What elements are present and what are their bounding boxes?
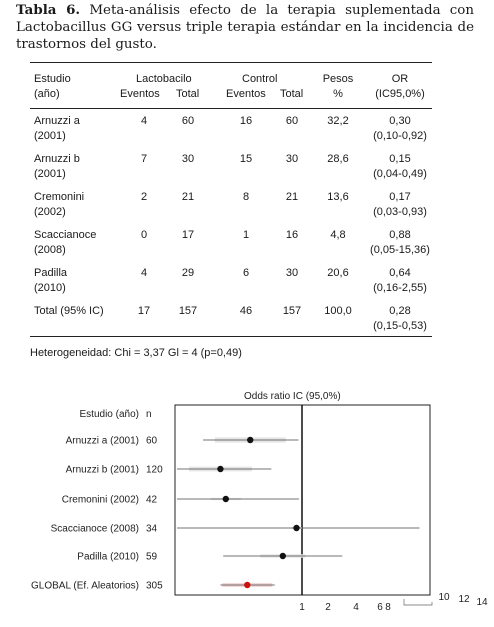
header-or: OR xyxy=(391,73,409,85)
table-header-rule xyxy=(30,108,432,109)
forest-tick-label: 4 xyxy=(353,602,359,613)
header-lacto-total: Total xyxy=(176,88,200,100)
table-cell-ce: 1 xyxy=(242,229,250,241)
table-cell-lt: 21 xyxy=(181,191,195,203)
table-top-rule xyxy=(30,62,432,63)
forest-row-n: 42 xyxy=(146,494,158,506)
table-cell-or: 0,64 xyxy=(389,267,411,279)
table-cell-year: (2002) xyxy=(34,206,66,218)
table-cell-ct: 30 xyxy=(285,153,299,165)
table-cell-ci: (0,16-2,55) xyxy=(373,282,427,294)
forest-point xyxy=(293,525,299,531)
table-cell-year: (2008) xyxy=(34,244,66,256)
table-cell-ct: 60 xyxy=(285,115,299,127)
forest-row-n: 59 xyxy=(146,551,158,563)
forest-axis-bracket xyxy=(404,599,432,605)
header-control-events: Eventos xyxy=(226,88,266,100)
caption-text: Meta-análisis efecto de la terapia suplementada con Lactobacillus GG versus triple terapia estándar en la incidencia de trastornos del gusto. xyxy=(16,3,474,52)
table-cell-lt: 60 xyxy=(181,115,195,127)
table-cell-study: Padilla xyxy=(34,267,68,279)
table-cell-w: 20,6 xyxy=(327,267,349,279)
table-cell-w: 32,2 xyxy=(327,115,349,127)
table-cell-le: 4 xyxy=(140,267,148,279)
forest-header-study: Estudio (año) xyxy=(79,409,139,420)
table-cell-ce: 8 xyxy=(242,191,250,203)
header-lactobacilo: Lactobacilo xyxy=(136,73,192,85)
table-cell-year: (2001) xyxy=(34,168,66,180)
table-cell-lt: 17 xyxy=(181,229,195,241)
header-percent: % xyxy=(333,88,343,100)
table-total-w: 100,0 xyxy=(324,305,352,317)
table-cell-ce: 6 xyxy=(242,267,250,279)
header-study-year: (año) xyxy=(34,88,60,100)
table-cell-lt: 30 xyxy=(181,153,195,165)
header-lacto-events: Eventos xyxy=(120,88,160,100)
forest-row-n: 120 xyxy=(146,464,163,476)
table-cell-ci: (0,10-0,92) xyxy=(373,130,427,142)
table-cell-le: 0 xyxy=(140,229,148,241)
forest-tick-label: 1 xyxy=(299,602,305,613)
table-cell-w: 28,6 xyxy=(327,153,349,165)
table-cell-year: (2001) xyxy=(34,130,66,142)
table-cell-w: 13,6 xyxy=(327,191,349,203)
table-caption xyxy=(16,2,474,53)
forest-plot-svg xyxy=(0,380,494,627)
table-cell-study: Arnuzzi b xyxy=(34,153,80,165)
forest-row-n: 305 xyxy=(146,580,163,592)
table-total-lt: 157 xyxy=(178,305,198,317)
table-total-ce: 46 xyxy=(239,305,253,317)
table-cell-or: 0,30 xyxy=(389,115,411,127)
forest-row-label: Arnuzzi a (2001) xyxy=(65,435,139,447)
table-cell-study: Cremonini xyxy=(34,191,85,203)
forest-point xyxy=(217,466,223,472)
header-control: Control xyxy=(242,73,278,85)
forest-row-label: Arnuzzi b (2001) xyxy=(65,464,139,476)
forest-header-n: n xyxy=(146,409,152,420)
caption-number: Tabla 6. xyxy=(16,2,81,18)
table-cell-study: Scaccianoce xyxy=(34,229,97,241)
forest-plot xyxy=(0,380,494,627)
table-bottom-rule xyxy=(30,336,432,337)
forest-point xyxy=(247,437,253,443)
forest-row-label: Cremonini (2002) xyxy=(61,494,139,506)
header-study: Estudio xyxy=(34,73,71,85)
forest-point xyxy=(244,582,250,588)
table-total-label: Total (95% IC) xyxy=(34,305,104,317)
table-cell-study: Arnuzzi a xyxy=(34,115,80,127)
table-cell-ce: 15 xyxy=(239,153,253,165)
table-cell-ct: 16 xyxy=(285,229,299,241)
forest-row-label: GLOBAL (Ef. Aleatorios) xyxy=(30,580,139,592)
table-total-or: 0,28 xyxy=(389,305,411,317)
table-cell-le: 4 xyxy=(140,115,148,127)
forest-tick-label: 2 xyxy=(325,602,331,613)
header-weights: Pesos xyxy=(322,73,354,85)
table-cell-ci: (0,05-15,36) xyxy=(370,244,430,256)
table-cell-le: 2 xyxy=(140,191,148,203)
forest-tick-label: 10 xyxy=(438,592,450,603)
header-ci: (IC95,0%) xyxy=(375,88,425,100)
table-total-ci: (0,15-0,53) xyxy=(373,320,427,332)
table-cell-ce: 16 xyxy=(239,115,253,127)
header-control-total: Total xyxy=(280,88,304,100)
forest-row-n: 60 xyxy=(146,435,158,447)
forest-row-label: Padilla (2010) xyxy=(77,551,139,563)
table-cell-ci: (0,04-0,49) xyxy=(373,168,427,180)
table-cell-ct: 30 xyxy=(285,267,299,279)
table-cell-year: (2010) xyxy=(34,282,66,294)
forest-point xyxy=(280,553,286,559)
table-cell-ct: 21 xyxy=(285,191,299,203)
forest-tick-label: 6 xyxy=(377,602,383,613)
table-total-ct: 157 xyxy=(282,305,302,317)
table-cell-w: 4,8 xyxy=(330,229,346,241)
forest-tick-label: 12 xyxy=(458,594,470,605)
table-cell-or: 0,88 xyxy=(389,229,411,241)
table-cell-ci: (0,03-0,93) xyxy=(373,206,427,218)
forest-tick-label: 14 xyxy=(476,597,488,608)
table-cell-or: 0,15 xyxy=(389,153,411,165)
table-cell-le: 7 xyxy=(140,153,148,165)
forest-tick-label: 8 xyxy=(385,602,391,613)
forest-point xyxy=(223,496,229,502)
forest-row-n: 34 xyxy=(146,523,158,535)
forest-row-label: Scaccianoce (2008) xyxy=(50,523,139,535)
table-cell-lt: 29 xyxy=(181,267,195,279)
table-total-le: 17 xyxy=(137,305,151,317)
forest-title: Odds ratio IC (95,0%) xyxy=(244,391,341,402)
table-cell-or: 0,17 xyxy=(389,191,411,203)
heterogeneity-note: Heterogeneidad: Chi = 3,37 Gl = 4 (p=0,49) xyxy=(30,347,242,359)
